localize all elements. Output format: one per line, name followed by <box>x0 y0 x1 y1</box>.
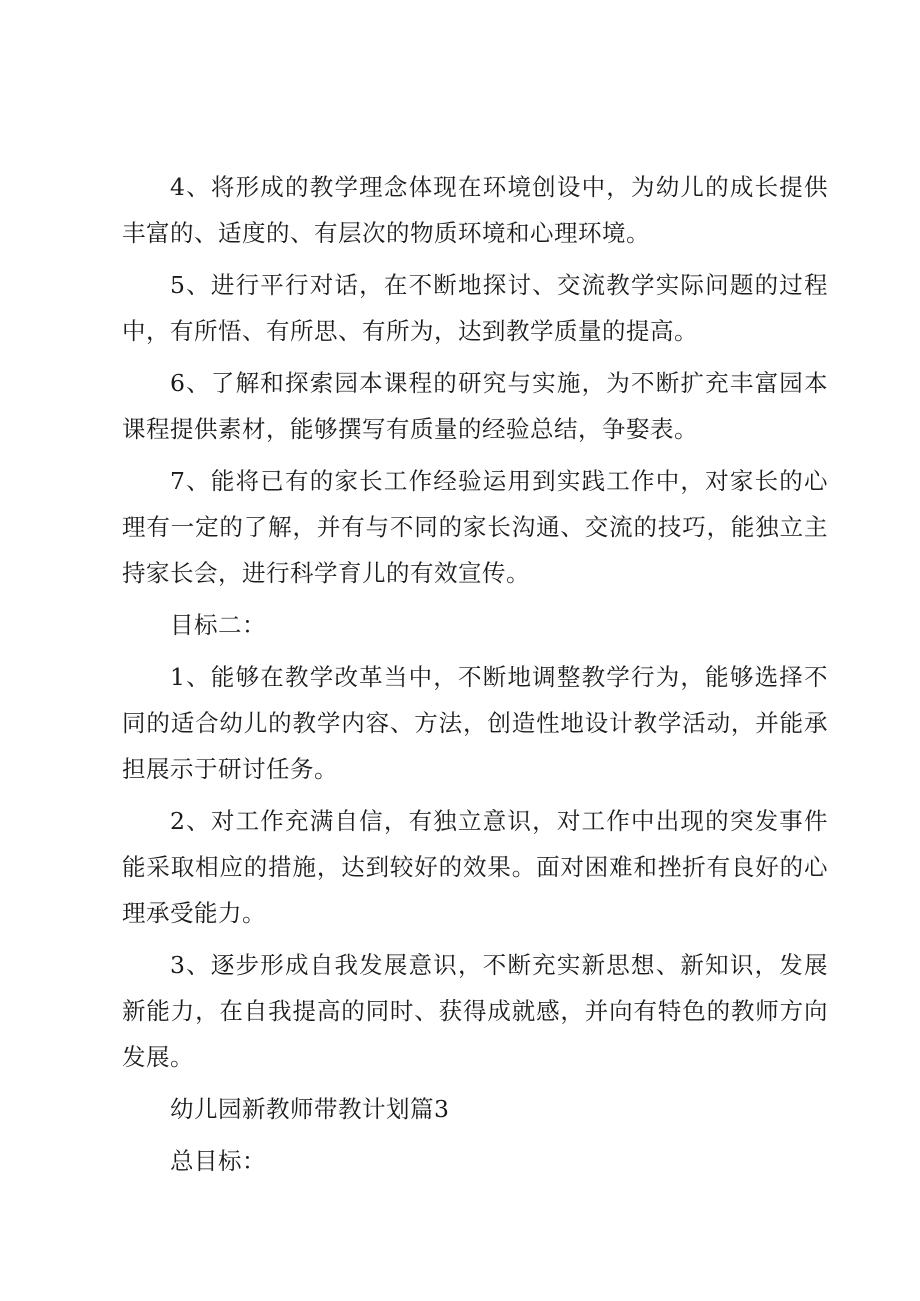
paragraph-goal-5: 5、进行平行对话，在不断地探讨、交流教学实际问题的过程中，有所悟、有所思、有所为，达到教学质量的提高。 <box>122 271 828 345</box>
paragraph-goal-7: 7、能将已有的家长工作经验运用到实践工作中，对家长的心理有一定的了解，并有与不同的家长沟通、交流的技巧，能独立主持家长会，进行科学育儿的有效宣传。 <box>122 467 828 587</box>
paragraph-goal-two-2: 2、对工作充满自信，有独立意识，对工作中出现的突发事件能采取相应的措施，达到较好的效果。面对困难和挫折有良好的心理承受能力。 <box>122 807 828 927</box>
section-heading-overall-goal: 总目标： <box>170 1147 266 1175</box>
paragraph-goal-two-1: 1、能够在教学改革当中，不断地调整教学行为，能够选择不同的适合幼儿的教学内容、方法，创造性地设计教学活动，并能承担展示于研讨任务。 <box>122 663 828 783</box>
document-body <box>122 164 828 1190</box>
paragraph-goal-4: 4、将形成的教学理念体现在环境创设中，为幼儿的成长提供丰富的、适度的、有层次的物质环境和心理环境。 <box>122 173 828 247</box>
paragraph-goal-two-3: 3、逐步形成自我发展意识，不断充实新思想、新知识，发展新能力，在自我提高的同时、获得成就感，并向有特色的教师方向发展。 <box>122 951 828 1071</box>
section-heading-goal-two: 目标二： <box>170 611 266 639</box>
paragraph-goal-6: 6、了解和探索园本课程的研究与实施，为不断扩充丰富园本课程提供素材，能够撰写有质量的经验总结，争娶表。 <box>122 369 828 443</box>
section-title-plan-3: 幼儿园新教师带教计划篇3 <box>170 1095 450 1123</box>
